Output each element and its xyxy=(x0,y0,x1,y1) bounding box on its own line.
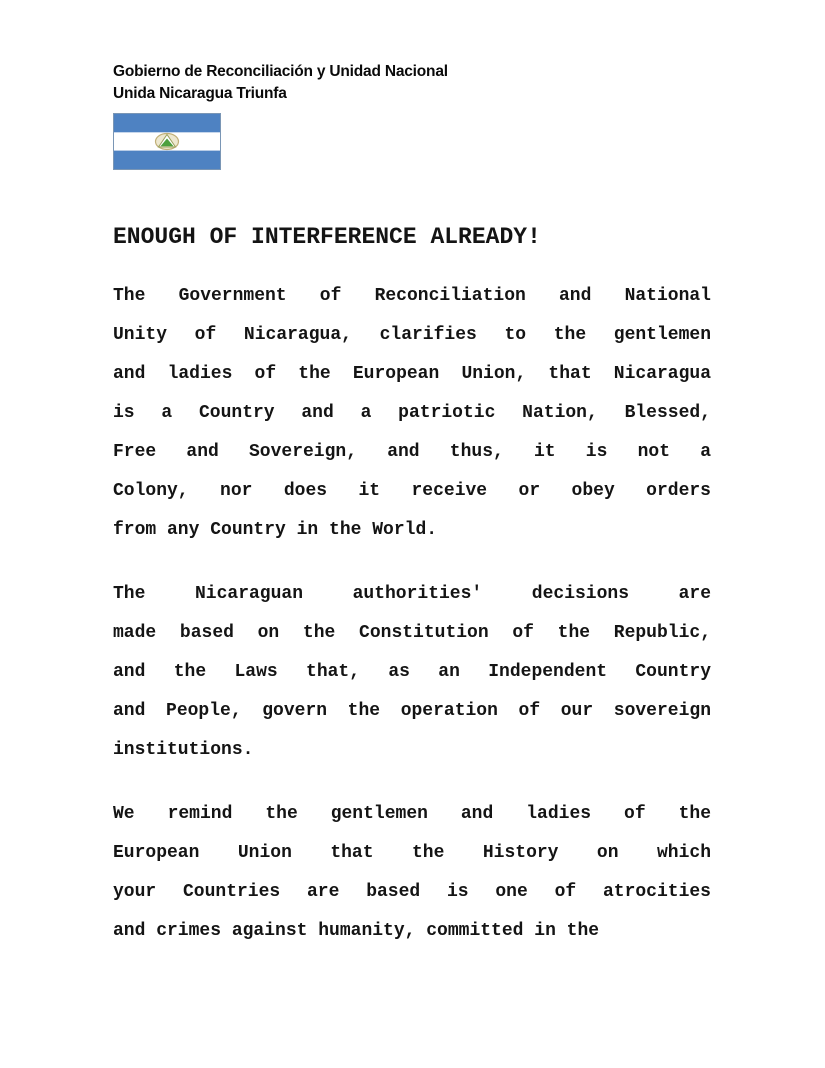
paragraph-line: Unity of Nicaragua, clarifies to the gentlemen xyxy=(113,325,711,345)
paragraph-line: and ladies of the European Union, that Nicaragua xyxy=(113,364,711,384)
paragraph-line: The Nicaraguan authorities' decisions are xyxy=(113,584,711,604)
paragraph-line: Colony, nor does it receive or obey orders xyxy=(113,481,711,501)
flag-stripe-bottom xyxy=(114,151,220,169)
paragraph-line: and the Laws that, as an Independent Country xyxy=(113,662,711,682)
paragraph-line: institutions. xyxy=(113,740,254,760)
document-content xyxy=(113,0,711,951)
paragraph-line: We remind the gentlemen and ladies of the xyxy=(113,804,711,824)
paragraph xyxy=(113,795,711,951)
paragraph-line: Free and Sovereign, and thus, it is not a xyxy=(113,442,711,462)
nicaragua-flag-image xyxy=(113,113,221,170)
document-title: ENOUGH OF INTERFERENCE ALREADY! xyxy=(113,224,541,250)
paragraph xyxy=(113,575,711,770)
flag-stripe-top xyxy=(114,114,220,132)
flag-emblem xyxy=(156,134,179,150)
paragraph-line: European Union that the History on which xyxy=(113,843,711,863)
paragraph-line: from any Country in the World. xyxy=(113,520,438,540)
paragraph-line: made based on the Constitution of the Republic, xyxy=(113,623,711,643)
paragraph-line: is a Country and a patriotic Nation, Blessed, xyxy=(113,403,711,423)
paragraph xyxy=(113,277,711,550)
letterhead-line-2: Unida Nicaragua Triunfa xyxy=(113,85,287,102)
letterhead xyxy=(113,0,711,105)
paragraph-line: and crimes against humanity, committed in the xyxy=(113,921,600,941)
letterhead-line-1: Gobierno de Reconciliación y Unidad Nacional xyxy=(113,63,448,80)
paragraph-line: The Government of Reconciliation and National xyxy=(113,286,711,306)
paragraph-line: and People, govern the operation of our sovereign xyxy=(113,701,711,721)
paragraph-line: your Countries are based is one of atrocities xyxy=(113,882,711,902)
